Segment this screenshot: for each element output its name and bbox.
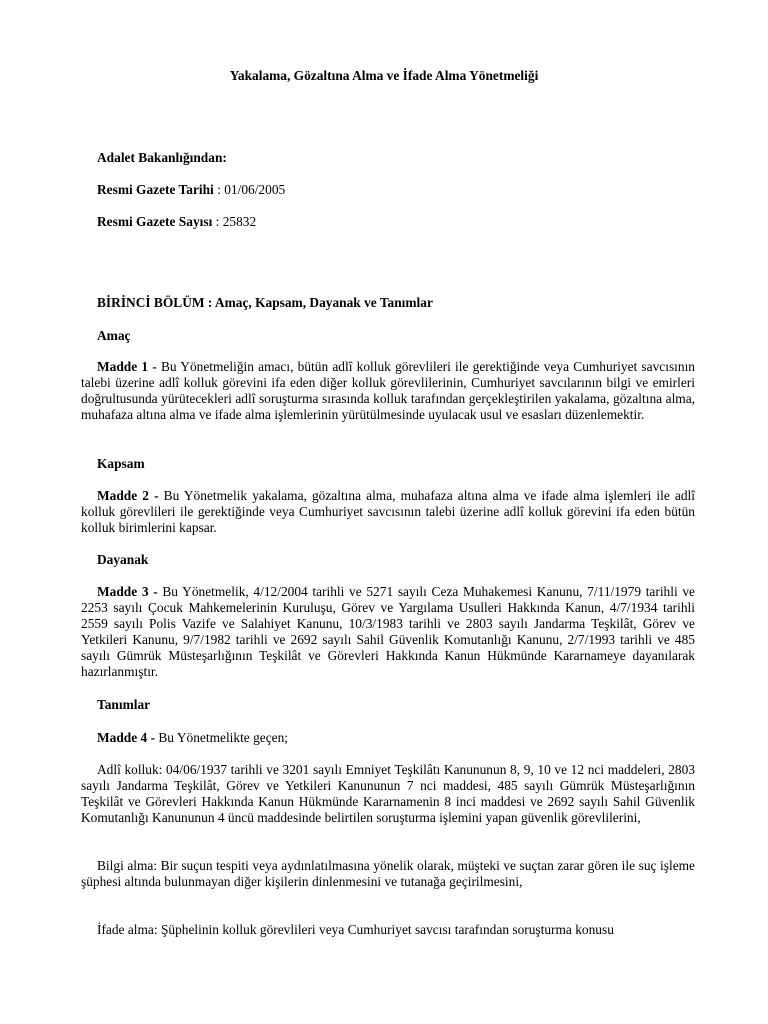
- article-2-label: Madde 2 -: [97, 488, 159, 503]
- article-4-label: Madde 4 -: [97, 730, 156, 745]
- document-title: Yakalama, Gözaltına Alma ve İfade Alma Yönetmeliği: [229, 68, 539, 83]
- article-heading-kapsam: Kapsam: [97, 456, 145, 471]
- article-heading-amac: Amaç: [97, 328, 131, 343]
- issuer: [97, 150, 227, 166]
- article-heading-dayanak: Dayanak: [97, 552, 149, 567]
- article-1-text: Bu Yönetmeliğin amacı, bütün adlî kolluk görevlileri ile gerektiğinde veya Cumhuriyet savcısının talebi üzerine adlî kolluk görevini ifa eden diğer kolluk görevlilerinin, Cumhuriyet savcılarının bilgi ve emirleri doğrultusunda yürütecekleri adlî soruşturma sırasında kolluk tarafından gerçekleştirilen yakalama, gözaltına alma, muhafaza altına alma ve ifade alma işlemlerinin yürütülmesinde uyulacak usul ve esasları düzenlemektir.: [81, 359, 695, 422]
- gazette-number-value: : 25832: [212, 214, 257, 229]
- gazette-date-value: : 01/06/2005: [213, 182, 286, 197]
- gazette-number: [97, 214, 256, 230]
- gazette-date: [97, 182, 285, 198]
- article-3-paragraph: [81, 584, 695, 680]
- article-2-paragraph: [81, 488, 695, 536]
- article-2-text: Bu Yönetmelik yakalama, gözaltına alma, muhafaza altına alma ve ifade alma işlemleri ile adlî kolluk görevlileri ile gerektiğinde veya Cumhuriyet savcısının talebi üzerine adlî kolluk görevini ifa eden bütün kolluk birimlerini kapsar.: [81, 488, 696, 535]
- article-1-label: Madde 1 -: [97, 359, 157, 374]
- section-heading: BİRİNCİ BÖLÜM : Amaç, Kapsam, Dayanak ve Tanımlar: [97, 295, 433, 310]
- article-3-text: Bu Yönetmelik, 4/12/2004 tarihli ve 5271 sayılı Ceza Muhakemesi Kanunu, 7/11/1979 tarihli ve 2253 sayılı Çocuk Mahkemelerinin Kuruluşu, Görev ve Yargılama Usulleri Hakkında Kanun, 4/7/1934 tarihli 2559 sayılı Polis Vazife ve Salahiyet Kanunu, 10/3/1983 tarihli ve 2803 sayılı Jandarma Teşkilât, Görev ve Yetkileri Kanunu, 9/7/1982 tarihli ve 2692 sayılı Sahil Güvenlik Komutanlığı Kanunu, 2/7/1993 tarihli ve 485 sayılı Gümrük Müsteşarlığının Teşkilât ve Görevleri Hakkında Kanun Hükmünde Kararnameye dayanılarak hazırlanmıştır.: [81, 584, 695, 679]
- definition-adli-kolluk: Adlî kolluk: 04/06/1937 tarihli ve 3201 sayılı Emniyet Teşkilâtı Kanununun 8, 9, 10 ve 12 nci maddeleri, 2803 sayılı Jandarma Teşkilât, Görev ve Yetkileri Kanununun 7 nci maddesi, 485 sayılı Gümrük Müsteşarlığının Teşkilât ve Görevleri Hakkında Kanun Hükmünde Kararnamenin 8 inci maddesi ve 2692 sayılı Sahil Güvenlik Komutanlığı Kanununun 4 üncü maddesinde belirtilen soruşturma işlemini yapan güvenlik görevlilerini,: [81, 762, 695, 825]
- issuer-text: Adalet Bakanlığından:: [97, 150, 227, 165]
- gazette-date-label: Resmi Gazete Tarihi: [97, 182, 214, 197]
- article-3-label: Madde 3 -: [97, 584, 158, 599]
- article-heading-tanimlar: Tanımlar: [97, 697, 151, 712]
- article-4-text: Bu Yönetmelikte geçen;: [155, 730, 289, 745]
- article-4-paragraph: [81, 730, 695, 746]
- article-1-paragraph: [81, 359, 695, 423]
- definition-ifade-alma: İfade alma: Şüphelinin kolluk görevlileri veya Cumhuriyet savcısı tarafından soruşturma konusu: [97, 922, 614, 937]
- gazette-number-label: Resmi Gazete Sayısı: [97, 214, 213, 229]
- definition-bilgi-alma: Bilgi alma: Bir suçun tespiti veya aydınlatılmasına yönelik olarak, müşteki ve suçtan zarar gören ile suç işleme şüphesi altında bulunmayan diğer kişilerin dinlenmesini ve tutanağa geçirilmesini,: [81, 858, 695, 889]
